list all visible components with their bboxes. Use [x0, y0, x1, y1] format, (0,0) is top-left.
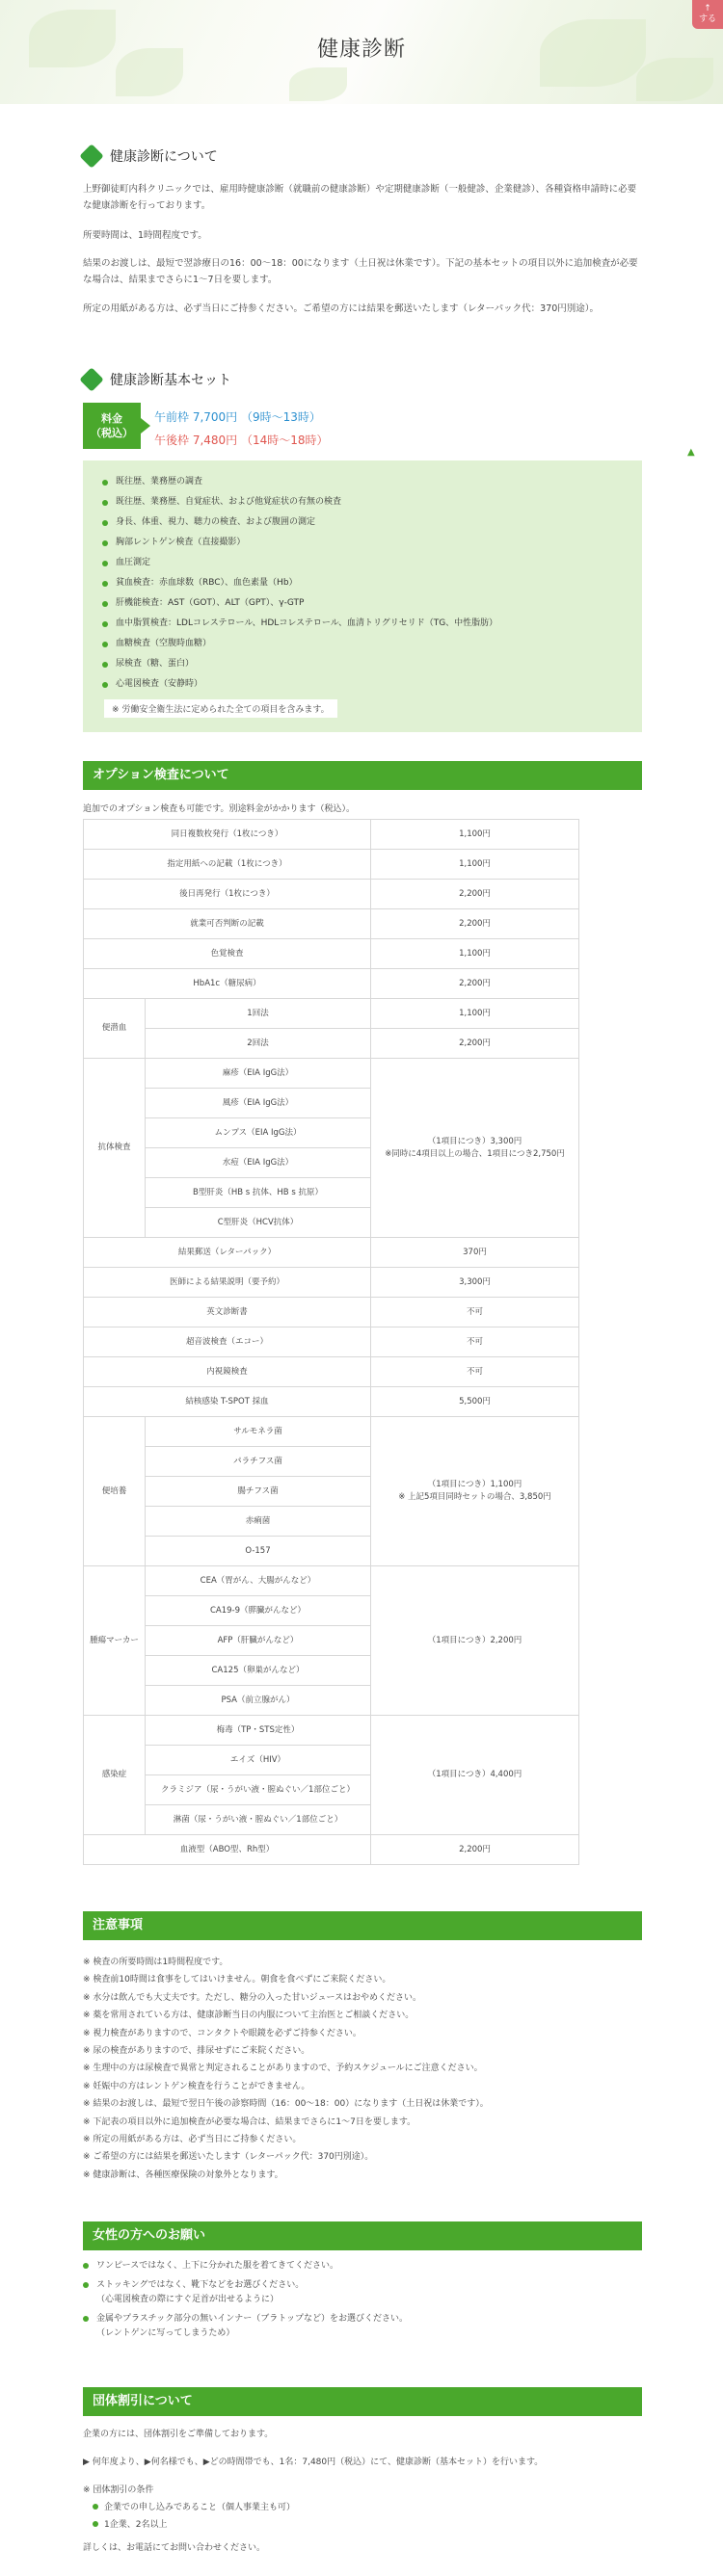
- bullet-icon: [102, 642, 108, 647]
- basic-set-item: 身長、体重、視力、聴力の検査、および腹囲の測定: [102, 513, 497, 533]
- basic-set-item: 既往歴、業務歴、自覚症状、および他覚症状の有無の検査: [102, 492, 497, 513]
- option-name: 水痘（EIA IgG法）: [146, 1148, 371, 1178]
- option-price: 1,100円: [371, 999, 579, 1029]
- women-list: [83, 2259, 408, 2346]
- bullet-icon: [102, 520, 108, 526]
- option-row: [84, 880, 579, 909]
- basic-set-list: [102, 472, 497, 695]
- triangle-up-icon: ▲: [687, 447, 695, 458]
- bullet-icon: [102, 540, 108, 546]
- option-group-price: （1項目につき）4,400円: [371, 1716, 579, 1835]
- option-price: 不可: [371, 1357, 579, 1387]
- option-name: 風疹（EIA IgG法）: [146, 1089, 371, 1118]
- bullet-icon: [102, 561, 108, 566]
- group-p1: 企業の方には、団体割引をご準備しております。: [83, 2430, 274, 2439]
- option-row: [84, 909, 579, 939]
- option-name: エイズ（HIV）: [146, 1746, 371, 1775]
- hero-banner: [0, 0, 723, 104]
- about-p3: 結果のお渡しは、最短で翌診療日の16：00～18：00になります（土日祝は休業です）。下記の基本セットの項目以外に追加検査が必要な場合は、結果までさらに1〜7日を要します。: [83, 258, 638, 285]
- option-row: [84, 1417, 579, 1447]
- option-name: 血液型（ABO型、Rh型）: [84, 1835, 371, 1865]
- diamond-icon: [79, 144, 103, 168]
- option-name: 内視鏡検査: [84, 1357, 371, 1387]
- options-intro: 追加でのオプション検査も可能です。別途料金がかかります（税込）。: [83, 804, 355, 814]
- option-price: 370円: [371, 1238, 579, 1268]
- group-cond-title: ※ 団体割引の条件: [83, 2485, 154, 2495]
- option-name: 2回法: [146, 1029, 371, 1059]
- option-row: [84, 969, 579, 999]
- option-name: HbA1c（糖尿病）: [84, 969, 371, 999]
- option-name: 結果郵送（レターパック）: [84, 1238, 371, 1268]
- option-row: [84, 939, 579, 969]
- caution-item: ※ 下記表の項目以外に追加検査が必要な場合は、結果までさらに1〜7日を要します。: [83, 2116, 416, 2127]
- bullet-icon: [93, 2504, 98, 2510]
- basic-set-box: [83, 460, 642, 732]
- option-price: 1,100円: [371, 820, 579, 850]
- option-row: [84, 999, 579, 1029]
- option-row: [84, 850, 579, 880]
- option-name: 同日複数枚発行（1枚につき）: [84, 820, 371, 850]
- option-price: 2,200円: [371, 1835, 579, 1865]
- option-row: [84, 1357, 579, 1387]
- diamond-icon: [79, 367, 103, 391]
- option-name: 指定用紙への記載（1枚につき）: [84, 850, 371, 880]
- caution-item: ※ 所定の用紙がある方は、必ず当日にご持参ください。: [83, 2134, 302, 2144]
- bullet-icon: [102, 500, 108, 506]
- caution-list: [83, 1954, 489, 2184]
- basic-set-item: 血糖検査（空腹時血糖）: [102, 634, 497, 654]
- option-name: 結核感染 T-SPOT 採血: [84, 1387, 371, 1417]
- option-name: 腸チフス菌: [146, 1477, 371, 1507]
- options-heading: オプション検査について: [83, 761, 642, 790]
- option-price: 2,200円: [371, 909, 579, 939]
- option-name: クラミジア（尿・うがい液・膣ぬぐい／1部位ごと）: [146, 1775, 371, 1805]
- price-am: 午前枠 7,700円 （9時～13時）: [154, 410, 321, 424]
- bullet-icon: [102, 662, 108, 668]
- option-group-label: 感染症: [84, 1716, 146, 1835]
- group-p2: ▶ 何年度より、▶何名様でも、▶どの時間帯でも、1名：7,480円（税込）にて、健康診断（基本セット）を行います。: [83, 2458, 544, 2467]
- option-price: 不可: [371, 1298, 579, 1327]
- basic-set-item: 貧血検査：赤血球数（RBC）、血色素量（Hb）: [102, 573, 497, 593]
- caution-item: ※ 検査前10時間は食事をしてはいけません。朝食を食べずにご来院ください。: [83, 1975, 391, 1985]
- option-name: 就業可否判断の記載: [84, 909, 371, 939]
- basic-set-item: 胸部レントゲン検査（直接撮影）: [102, 533, 497, 553]
- option-group-label: 便培養: [84, 1417, 146, 1566]
- women-item: 金属やプラスチック部分の無いインナー（ブラトップなど）をお選びください。 （レントゲンに写ってしまうため）: [83, 2312, 408, 2341]
- option-name: O-157: [146, 1537, 371, 1566]
- basic-set-item: 血圧測定: [102, 553, 497, 573]
- option-name: 梅毒（TP・STS定性）: [146, 1716, 371, 1746]
- option-row: [84, 820, 579, 850]
- option-price: 2,200円: [371, 880, 579, 909]
- basic-set-item: 血中脂質検査：LDLコレステロール、HDLコレステロール、血清トリグリセリド（TG、中性脂肪）: [102, 614, 497, 634]
- bullet-icon: [102, 621, 108, 627]
- option-group-label: 便潜血: [84, 999, 146, 1059]
- option-price: 2,200円: [371, 969, 579, 999]
- group-heading: 団体割引について: [83, 2387, 642, 2416]
- caution-item: ※ 妊娠中の方はレントゲン検査を行うことができません。: [83, 2081, 310, 2091]
- option-price: 5,500円: [371, 1387, 579, 1417]
- basic-heading: 健康診断基本セット: [83, 370, 231, 389]
- option-name: AFP（肝臓がんなど）: [146, 1626, 371, 1656]
- price-tab: 料金 （税込）: [83, 403, 141, 449]
- basic-set-item: 尿検査（糖、蛋白）: [102, 654, 497, 674]
- women-item: ワンピースではなく、上下に分かれた服を着てきてください。: [83, 2259, 408, 2274]
- corner-tab[interactable]: ↑ する: [692, 0, 723, 29]
- about-p1: 上野御徒町内科クリニックでは、雇用時健康診断（就職前の健康診断）や定期健康診断（一般健診、企業健診）、各種資格申請時に必要な健康診断を行っております。: [83, 184, 637, 211]
- option-price: 1,100円: [371, 939, 579, 969]
- caution-item: ※ 生理中の方は尿検査で異常と判定されることがありますので、予約スケジュールにご注意ください。: [83, 2063, 483, 2074]
- option-price: 3,300円: [371, 1268, 579, 1298]
- caution-item: ※ 検査の所要時間は1時間程度です。: [83, 1958, 228, 1967]
- option-row: [84, 1059, 579, 1089]
- option-group-label: 抗体検査: [84, 1059, 146, 1238]
- caution-item: ※ ご希望の方には結果を郵送いたします（レターパック代：370円別途）。: [83, 2152, 374, 2163]
- option-group-price: （1項目につき）3,300円 ※同時に4項目以上の場合、1項目につき2,750円: [371, 1059, 579, 1238]
- option-name: 超音波検査（エコー）: [84, 1327, 371, 1357]
- option-name: CA125（卵巣がんなど）: [146, 1656, 371, 1686]
- option-name: CA19-9（膵臓がんなど）: [146, 1596, 371, 1626]
- option-price: 1,100円: [371, 850, 579, 880]
- women-item: ストッキングではなく、靴下などをお選びください。 （心電図検査の際にすぐ足首が出せるように）: [83, 2278, 408, 2307]
- bullet-icon: [102, 480, 108, 486]
- bullet-icon: [83, 2263, 89, 2269]
- option-name: 色覚検査: [84, 939, 371, 969]
- bullet-icon: [102, 601, 108, 607]
- option-name: CEA（胃がん、大腸がんなど）: [146, 1566, 371, 1596]
- caution-item: ※ 視力検査がありますので、コンタクトや眼鏡を必ずご持参ください。: [83, 2028, 362, 2038]
- women-heading: 女性の方へのお願い: [83, 2221, 642, 2250]
- caution-item: ※ 尿の検査がありますので、排尿せずにご来院ください。: [83, 2045, 310, 2056]
- options-table: [83, 819, 579, 1865]
- caution-item: ※ 薬を常用されている方は、健康診断当日の内服について主治医とご相談ください。: [83, 2011, 415, 2021]
- option-row: [84, 1238, 579, 1268]
- bullet-icon: [102, 682, 108, 688]
- group-cond1: 企業での申し込みであること（個人事業主も可）: [93, 2501, 295, 2515]
- option-name: サルモネラ菌: [146, 1417, 371, 1447]
- option-group-price: （1項目につき）1,100円 ※ 上記5項目同時セットの場合、3,850円: [371, 1417, 579, 1566]
- option-row: [84, 1835, 579, 1865]
- option-price: 不可: [371, 1327, 579, 1357]
- option-name: 赤痢菌: [146, 1507, 371, 1537]
- option-name: 麻疹（EIA IgG法）: [146, 1059, 371, 1089]
- group-cond2: 1企業、2名以上: [93, 2518, 167, 2533]
- option-name: PSA（前立腺がん）: [146, 1686, 371, 1716]
- option-name: B型肝炎（HB s 抗体、HB s 抗原）: [146, 1178, 371, 1208]
- option-group-price: （1項目につき）2,200円: [371, 1566, 579, 1716]
- basic-set-item: 心電図検査（安静時）: [102, 674, 497, 695]
- option-row: [84, 1298, 579, 1327]
- caution-item: ※ 結果のお渡しは、最短で翌日午後の診察時間（16：00～18：00）になります（土日祝は休業です）。: [83, 2099, 489, 2110]
- basic-set-item: 肝機能検査：AST（GOT）、ALT（GPT）、γ-GTP: [102, 593, 497, 614]
- option-name: C型肝炎（HCV抗体）: [146, 1208, 371, 1238]
- option-price: 2,200円: [371, 1029, 579, 1059]
- caution-item: ※ 健康診断は、各種医療保険の対象外となります。: [83, 2169, 283, 2180]
- option-row: [84, 1566, 579, 1596]
- bullet-icon: [93, 2521, 98, 2527]
- bullet-icon: [83, 2316, 89, 2322]
- option-name: パラチフス菌: [146, 1447, 371, 1477]
- price-pm: 午後枠 7,480円 （14時～18時）: [154, 434, 329, 447]
- option-name: 医師による結果説明（要予約）: [84, 1268, 371, 1298]
- option-row: [84, 1387, 579, 1417]
- basic-set-item: 既往歴、業務歴の調査: [102, 472, 497, 492]
- bullet-icon: [102, 581, 108, 587]
- basic-set-note: ※ 労働安全衛生法に定められた全ての項目を含みます。: [104, 699, 337, 718]
- option-name: ムンプス（EIA IgG法）: [146, 1118, 371, 1148]
- option-group-label: 腫瘍マーカー: [84, 1566, 146, 1716]
- caution-item: ※ 水分は飲んでも大丈夫です。ただし、糖分の入った甘いジュースはおやめください。: [83, 1992, 422, 2003]
- option-name: 1回法: [146, 999, 371, 1029]
- group-p3: 詳しくは、お電話にてお問い合わせください。: [83, 2543, 266, 2553]
- option-row: [84, 1716, 579, 1746]
- bullet-icon: [83, 2282, 89, 2288]
- option-name: 後日再発行（1枚につき）: [84, 880, 371, 909]
- option-row: [84, 1327, 579, 1357]
- about-heading: 健康診断について: [83, 146, 218, 166]
- option-name: 英文診断書: [84, 1298, 371, 1327]
- option-row: [84, 1268, 579, 1298]
- option-row: [84, 1029, 579, 1059]
- caution-heading: 注意事項: [83, 1911, 642, 1940]
- option-name: 淋菌（尿・うがい液・膣ぬぐい／1部位ごと）: [146, 1805, 371, 1835]
- about-p4: 所定の用紙がある方は、必ず当日にご持参ください。ご希望の方には結果を郵送いたします（レターパック代：370円別途）。: [83, 303, 600, 314]
- about-p2: 所要時間は、1時間程度です。: [83, 230, 207, 241]
- page-title: 健康診断: [316, 38, 406, 62]
